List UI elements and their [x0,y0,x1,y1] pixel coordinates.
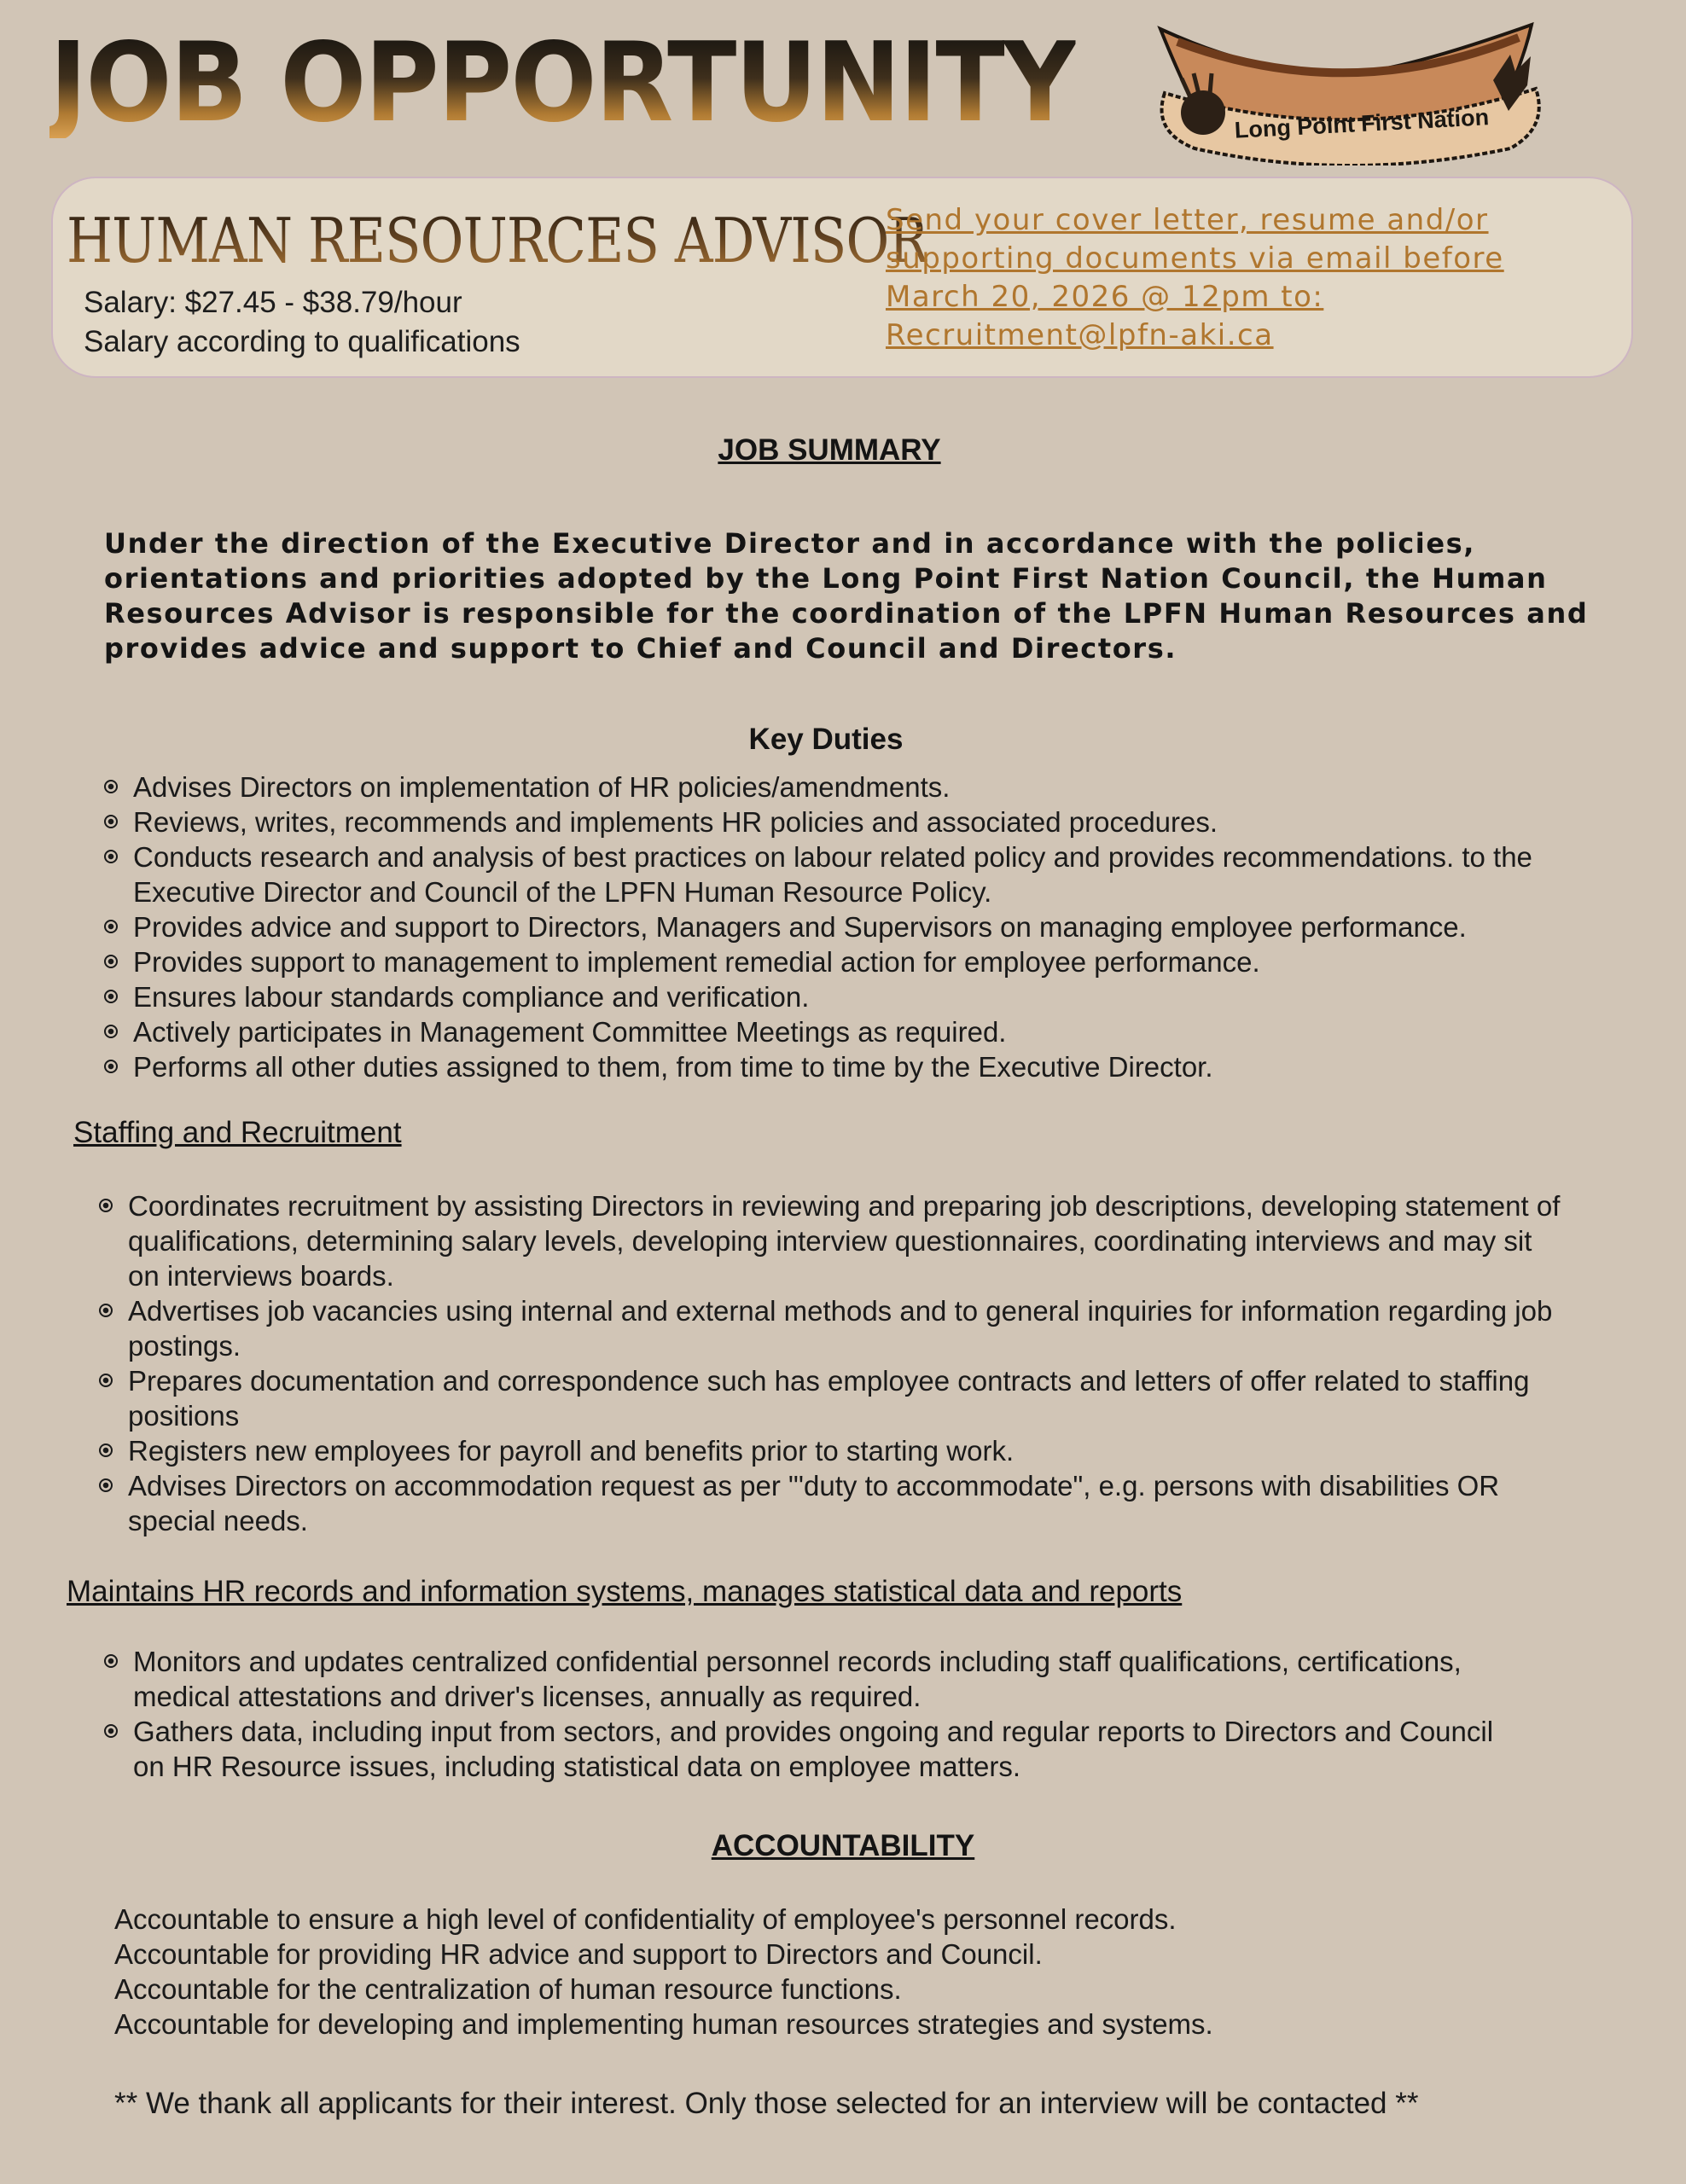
accountability-item: Accountable for developing and implementing human resources strategies and systems. [114,2008,1213,2040]
job-summary-heading-text: JOB SUMMARY [718,433,941,467]
list-item: Prepares documentation and correspondence such has employee contracts and letters of offer related to staffing positions [99,1363,1567,1433]
list-item: Advertises job vacancies using internal and external methods and to general inquiries for information regarding job postings. [99,1293,1567,1363]
canoe-logo-icon [1143,12,1553,166]
key-duties-list [104,770,1606,1084]
list-item: Registers new employees for payroll and benefits prior to starting work. [99,1433,1567,1468]
list-item: Gathers data, including input from sectors, and provides ongoing and regular reports to Directors and Council on HR Resource issues, including statistical data on employee matters. [104,1714,1520,1784]
records-list [104,1644,1520,1784]
job-title: HUMAN RESOURCES ADVISOR [67,205,928,276]
apply-line: March 20, 2026 @ 12pm to: [886,280,1324,314]
list-item: Performs all other duties assigned to them, from time to time by the Executive Director. [104,1049,1606,1084]
key-duties-heading: Key Duties [748,723,904,756]
list-item: Monitors and updates centralized confidential personnel records including staff qualifications, certifications, medical attestations and driver's licenses, annually as required. [104,1644,1520,1714]
list-item: Advises Directors on implementation of HR policies/amendments. [104,770,1606,804]
apply-line: Send your cover letter, resume and/or [886,203,1489,237]
list-item: Ensures labour standards compliance and verification. [104,979,1606,1014]
job-summary-heading [0,433,1672,468]
thank-you-note: ** We thank all applicants for their interest. Only those selected for an interview will be contacted ** [114,2087,1419,2120]
accountability-heading [0,1829,1686,1863]
apply-instructions-link[interactable] [886,201,1585,355]
list-item: Coordinates recruitment by assisting Directors in reviewing and preparing job descriptions, developing statement of qualifications, determining salary levels, developing interview questionnaires, coordinating interviews and may sit on interviews boards. [99,1188,1567,1293]
list-item: Provides advice and support to Directors, Managers and Supervisors on managing employee performance. [104,909,1606,944]
list-item: Reviews, writes, recommends and implements HR policies and associated procedures. [104,804,1606,839]
records-heading: Maintains HR records and information systems, manages statistical data and reports [67,1575,1183,1608]
list-item: Actively participates in Management Committee Meetings as required. [104,1014,1606,1049]
recruitment-email-link[interactable]: Recruitment@lpfn-aki.ca [886,318,1274,352]
list-item: Provides support to management to implement remedial action for employee performance. [104,944,1606,979]
salary-block [84,283,520,362]
accountability-list [114,1902,1213,2042]
logo-caption: Long Point First Nation [1234,104,1490,143]
accountability-heading-text: ACCOUNTABILITY [711,1829,975,1862]
job-summary-text: Under the direction of the Executive Director and in accordance with the policies, orientations and priorities adopted by the Long Point First Nation Council, the Human Resources Advisor is responsible for the coordination of the LPFN Human Resources and provides advice and support to Chief and Council and Directors. [104,527,1589,665]
salary-note: Salary according to qualifications [84,325,520,358]
staffing-heading: Staffing and Recruitment [73,1116,402,1149]
accountability-item: Accountable for providing HR advice and support to Directors and Council. [114,1938,1043,1970]
accountability-item: Accountable to ensure a high level of confidentiality of employee's personnel records. [114,1903,1177,1935]
list-item: Conducts research and analysis of best practices on labour related policy and provides recommendations. to the Executive Director and Council of the LPFN Human Resource Policy. [104,839,1606,909]
accountability-item: Accountable for the centralization of human resource functions. [114,1973,902,2005]
apply-line: supporting documents via email before [886,241,1504,276]
list-item: Advises Directors on accommodation request as per "'duty to accommodate", e.g. persons with disabilities OR special needs. [99,1468,1567,1538]
headline: JOB OPPORTUNITY [49,20,1076,147]
salary-range: Salary: $27.45 - $38.79/hour [84,286,462,319]
staffing-list [99,1188,1567,1538]
